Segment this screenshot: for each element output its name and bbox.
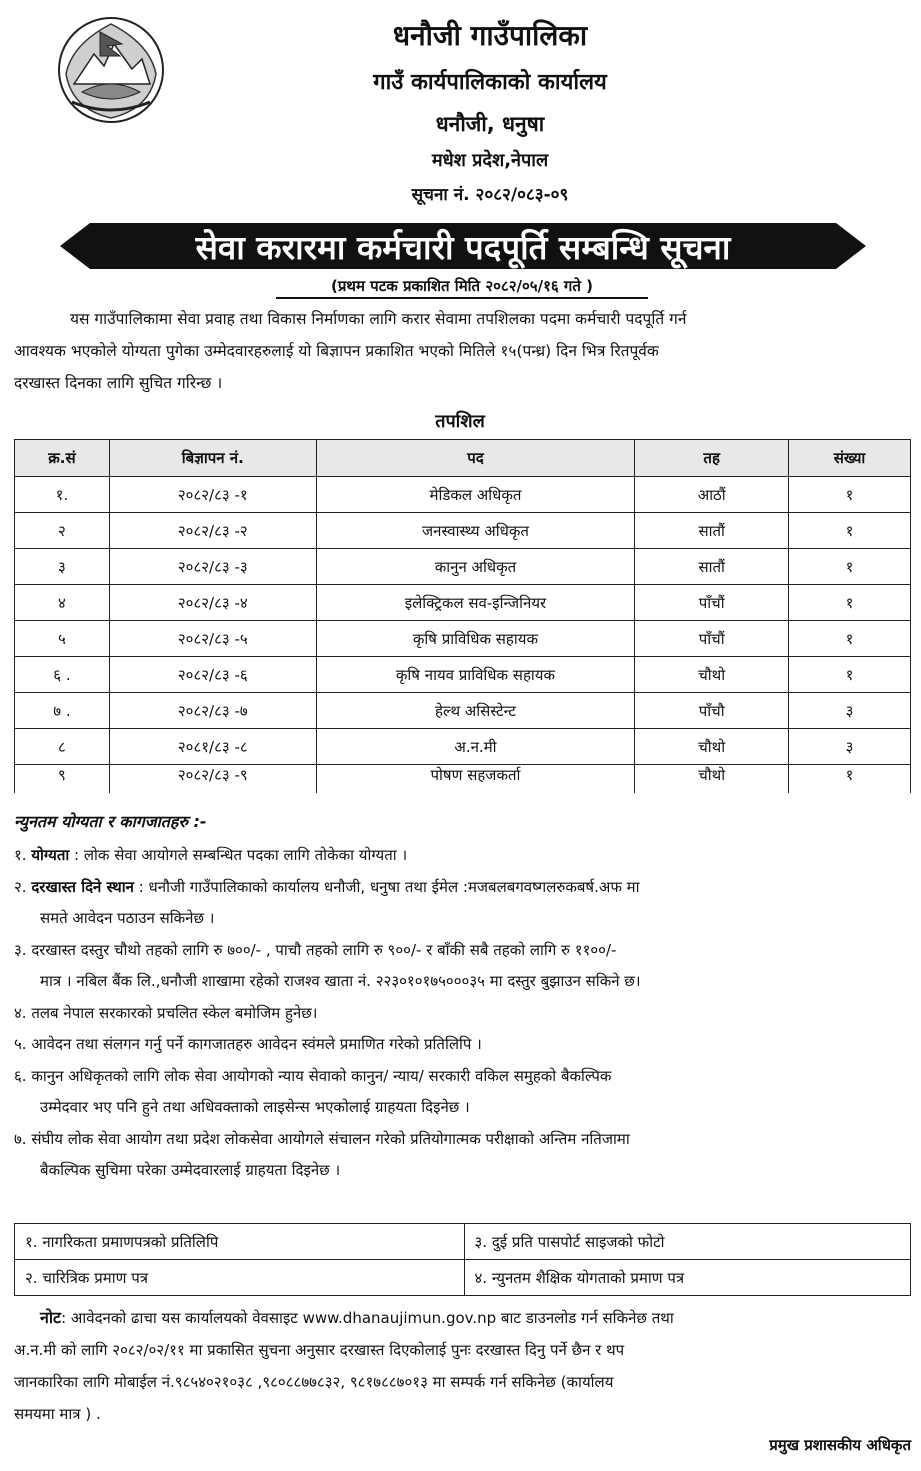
cell-count: १: [789, 765, 911, 794]
table-row: [15, 621, 911, 657]
requirement-item: ७. संघीय लोक सेवा आयोग तथा प्रदेश लोकसेवा आयोगले संचालन गरेको प्रतियोगात्मक परीक्षाको अन्तिम नतिजामा: [14, 1129, 630, 1148]
cell-ad-no: २०८२/८३ -३: [109, 549, 316, 585]
cell-level: पाँचौं: [635, 621, 789, 657]
req-text: : लोक सेवा आयोगले सम्बन्धित पदका लागि तोकेका योग्यता ।: [69, 846, 408, 864]
publication-date: (प्रथम पटक प्रकाशित मिति २०८२/०५/१६ गते ): [276, 276, 648, 299]
col-header-ad-no: बिज्ञापन नं.: [109, 440, 316, 477]
requirement-item: ६. कानुन अधिकृतको लागि लोक सेवा आयोगको न्याय सेवाको कानुन/ न्याय/ सरकारी वकिल समुहको बैकल्पिक: [14, 1066, 612, 1085]
cell-ad-no: २०८२/८३ -१: [109, 477, 316, 513]
cell-post: पोषण सहजकर्ता: [316, 765, 635, 794]
table-row: [15, 657, 911, 693]
documents-row: [15, 1260, 911, 1296]
requirement-item: ५. आवेदन तथा संलगन गर्नु पर्ने कागजातहरु आवेदन स्वंमले प्रमाणित गरेको प्रतिलिपि ।: [14, 1035, 482, 1053]
cell-sn: ७ .: [15, 693, 110, 729]
cell-sn: ६ .: [15, 657, 110, 693]
table-row: [15, 513, 911, 549]
col-header-post: पद: [316, 440, 635, 477]
col-header-level: तह: [635, 440, 789, 477]
office-name: गाउँ कार्यपालिकाको कार्यालय: [373, 70, 607, 95]
requirement-item: [14, 872, 910, 904]
note-paragraph: [14, 1302, 910, 1430]
table-row: [15, 477, 911, 513]
cell-ad-no: २०८२/८३ -४: [109, 585, 316, 621]
note-line: समयमा मात्र ) .: [14, 1405, 101, 1423]
cell-post: कृषि नायव प्राविधिक सहायक: [316, 657, 635, 693]
cell-sn: १.: [15, 477, 110, 513]
cell-count: ३: [789, 693, 911, 729]
note-label: नोट: [40, 1308, 62, 1327]
province-name: मधेश प्रदेश,नेपाल: [431, 150, 549, 171]
document-item: ३. दुई प्रति पासपोर्ट साइजको फोटो: [464, 1224, 911, 1260]
requirement-continuation: उम्मेदवार भए पनि हुने तथा अधिवक्ताको लाइसेन्स भएकोलाई ग्राहयता दिइनेछ ।: [40, 1098, 470, 1116]
documents-table: [14, 1223, 911, 1296]
req-text: : धनौजी गाउँपालिकाको कार्यालय धनौजी, धनुषा तथा ईमेल :मजबलबगवष्गलरुकबर्ष.अफ मा: [133, 877, 640, 896]
cell-sn: ९: [15, 765, 110, 794]
cell-level: सातौं: [635, 549, 789, 585]
document-item: १. नागरिकता प्रमाणपत्रको प्रतिलिपि: [15, 1224, 465, 1260]
req-label: योग्यता: [31, 846, 70, 864]
notice-number: सूचना नं. २०८२/०८३-०९: [411, 185, 569, 205]
requirements-title: न्युनतम योग्यता र कागजातहरु :-: [14, 812, 207, 831]
table-row: [15, 549, 911, 585]
cell-ad-no: २०८१/८३ -८: [109, 729, 316, 765]
cell-sn: ८: [15, 729, 110, 765]
cell-sn: ५: [15, 621, 110, 657]
notice-title: सेवा करारमा कर्मचारी पदपूर्ति सम्बन्धि सूचना: [195, 228, 731, 267]
requirement-continuation: बैकल्पिक सुचिमा परेका उम्मेदवारलाई ग्राहयता दिइनेछ ।: [40, 1161, 341, 1179]
requirements-list: [14, 840, 910, 1187]
municipality-title: धनौजी गाउँपालिका: [392, 19, 588, 52]
note-text: : आवेदनको ढाचा यस कार्यालयको वेवसाइट www.dhanaujimun.gov.np बाट डाउनलोड गर्न सकिनेछ तथा: [61, 1309, 674, 1327]
cell-post: मेडिकल अधिकृत: [316, 477, 635, 513]
cell-ad-no: २०८२/८३ -९: [109, 765, 316, 794]
table-row: [15, 765, 911, 794]
table-title: तपशिल: [435, 411, 485, 432]
cell-count: १: [789, 549, 911, 585]
table-row: [15, 729, 911, 765]
intro-line: दरखास्त दिनका लागि सुचित गरिन्छ ।: [14, 374, 223, 392]
cell-ad-no: २०८२/८३ -५: [109, 621, 316, 657]
intro-line: आवश्यक भएकोले योग्यता पुगेका उम्मेदवारहरुलाई यो बिज्ञापन प्रकाशित भएको मितिले १५(पन्ध्र) दिन भित्र रितपूर्वक: [14, 342, 659, 360]
cell-post: जनस्वास्थ्य अधिकृत: [316, 513, 635, 549]
office-address: धनौजी, धनुषा: [435, 112, 545, 136]
cell-post: कृषि प्राविधिक सहायक: [316, 621, 635, 657]
requirement-item: [14, 840, 910, 872]
note-line: [14, 1302, 910, 1334]
cell-level: पाँचौ: [635, 693, 789, 729]
table-row: [15, 693, 911, 729]
requirement-item: ३. दरखास्त दस्तुर चौथो तहको लागि रु ७००/- , पाचौ तहको लागि रु ९००/- र बाँकी सबै तहको लागि रु ११००/-: [14, 940, 617, 959]
nepal-emblem-icon: [52, 14, 170, 126]
cell-post: कानुन अधिकृत: [316, 549, 635, 585]
requirement-continuation: मात्र । नबिल बैंक लि.,धनौजी शाखामा रहेको राजश्व खाता नं. २२३०१०१७५०००३५ मा दस्तुर बुझाउन सकिने छ।: [40, 972, 641, 990]
cell-sn: ४: [15, 585, 110, 621]
cell-count: १: [789, 621, 911, 657]
cell-level: चौथो: [635, 729, 789, 765]
requirement-item: ४. तलब नेपाल सरकारको प्रचलित स्केल बमोजिम हुनेछ।: [14, 1003, 318, 1022]
cell-level: पाँचौं: [635, 585, 789, 621]
cell-ad-no: २०८२/८३ -६: [109, 657, 316, 693]
cell-post: अ.न.मी: [316, 729, 635, 765]
req-number: २.: [14, 877, 32, 896]
cell-level: सातौं: [635, 513, 789, 549]
cell-count: १: [789, 513, 911, 549]
signatory-title: प्रमुख प्रशासकीय अधिकृत: [769, 1436, 911, 1454]
cell-ad-no: २०८२/८३ -७: [109, 693, 316, 729]
cell-post: इलेक्ट्रिकल सव-इन्जिनियर: [316, 585, 635, 621]
documents-row: [15, 1224, 911, 1260]
document-item: ४. न्युनतम शैक्षिक योगताको प्रमाण पत्र: [464, 1260, 911, 1296]
cell-count: १: [789, 585, 911, 621]
cell-level: चौथो: [635, 657, 789, 693]
table-header-row: [15, 440, 911, 477]
document-item: २. चारित्रिक प्रमाण पत्र: [15, 1260, 465, 1296]
vacancy-table: [14, 439, 911, 793]
intro-line: यस गाउँपालिकामा सेवा प्रवाह तथा विकास निर्माणका लागि करार सेवामा तपशिलका पदमा कर्मचारी पदपूर्ति गर्न: [70, 310, 687, 328]
cell-level: आठौं: [635, 477, 789, 513]
note-line: अ.न.मी को लागि २०८२/०२/११ मा प्रकासित सुचना अनुसार दरखास्त दिएकोलाई पुनः दरखास्त दिनु पर्ने छैन र थप: [14, 1341, 625, 1359]
req-label: दरखास्त दिने स्थान: [31, 877, 134, 896]
col-header-sn: क्र.सं: [15, 440, 110, 477]
cell-count: १: [789, 477, 911, 513]
cell-post: हेल्थ असिस्टेन्ट: [316, 693, 635, 729]
col-header-count: संख्या: [789, 440, 911, 477]
cell-ad-no: २०८२/८३ -२: [109, 513, 316, 549]
cell-level: चौथो: [635, 765, 789, 794]
req-number: १.: [14, 846, 32, 864]
cell-sn: ३: [15, 549, 110, 585]
cell-sn: २: [15, 513, 110, 549]
cell-count: १: [789, 657, 911, 693]
table-row: [15, 585, 911, 621]
note-line: जानकारिका लागि मोबाईल नं.९८५४०२१०३८ ,९८०८८७७८३२, ९८१७८८७०१३ मा सम्पर्क गर्न सकिनेछ (कार्यालय: [14, 1373, 614, 1391]
intro-paragraph: [14, 303, 910, 399]
cell-count: ३: [789, 729, 911, 765]
requirement-continuation: समते आवेदन पठाउन सकिनेछ ।: [40, 909, 215, 927]
